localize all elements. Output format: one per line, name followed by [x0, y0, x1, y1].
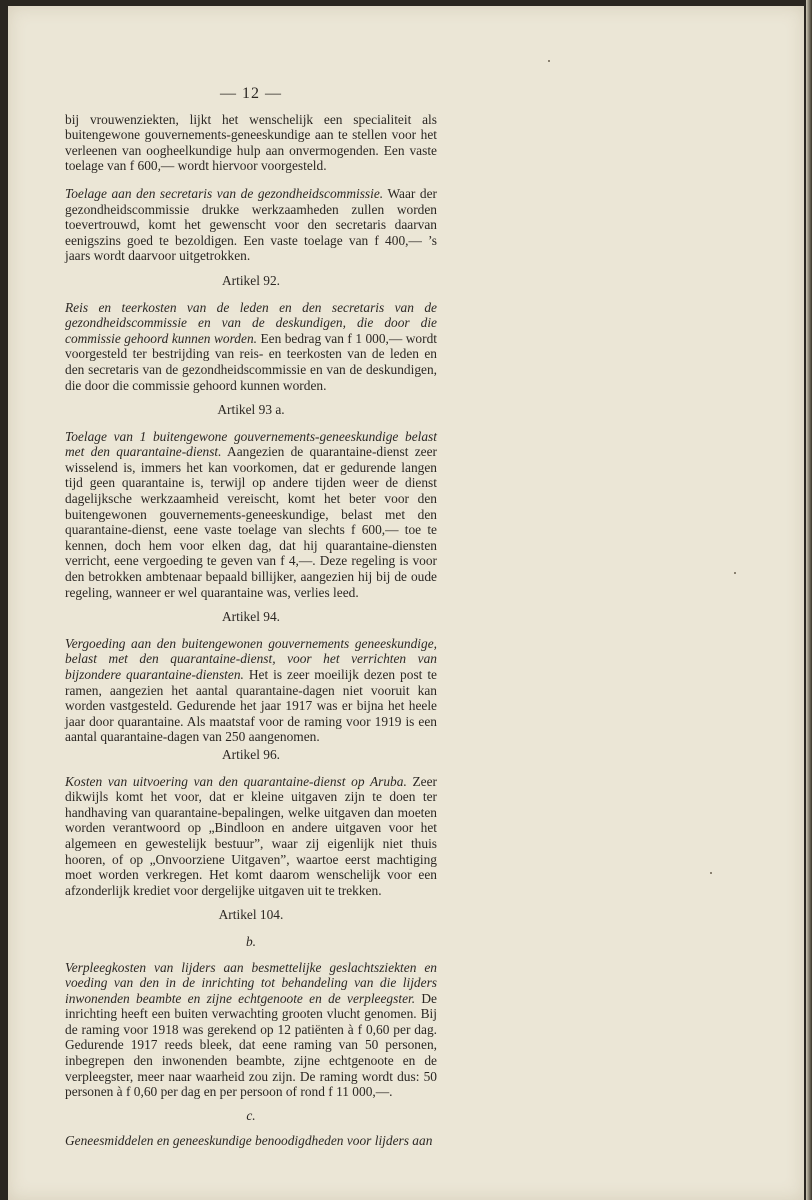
article-heading: Artikel 104. [218, 907, 284, 923]
paragraph [65, 1133, 437, 1149]
paragraph-text: Zeer dikwijls komt het voor, dat er kleine uitgaven zijn te doen ter handhaving van quarantaine-bepalingen, welke uitgaven dan moeten worden verantwoord op „Bindloon en andere uitgaven voor het algemeen en gewestelijk bestuur”, waar zij eigenlijk niet thuis hooren, of op „Onvoorziene Uitgaven”, waartoe eerst machtiging moet worden verkregen. Het komt daarom wenschelijk voor een afzonderlijk krediet voor dergelijke uitgaven uit te trekken. [65, 773, 437, 898]
article-heading: Artikel 92. [221, 272, 280, 288]
paragraph [65, 960, 437, 1100]
paragraph-title: Vergoeding aan den buitengewonen gouvernements geneeskundige, belast met den quarantaine-dienst, voor het verrichten van bijzondere quarantaine-diensten. [65, 635, 437, 682]
page-number: — 12 — [220, 85, 282, 102]
article-heading: Artikel 93 a. [217, 402, 285, 418]
paragraph [65, 300, 437, 394]
subsection-label: b. [245, 933, 257, 949]
paragraph-title: Kosten van uitvoering van den quarantaine-dienst op Aruba. [65, 773, 407, 789]
paragraph-title: Geneesmiddelen en geneeskundige benoodigdheden voor lijders aan [65, 1133, 433, 1149]
paragraph-title: Verpleegkosten van lijders aan besmettelijke geslachtsziekten en voeding van den in de inrichting tot behandeling van die lijders inwonenden beambte en zijne echtgenoote en de verpleegster. [65, 959, 437, 1006]
document-page [8, 6, 804, 1200]
paper-speck [734, 572, 736, 574]
paragraph-text: Een bedrag van f 1 000,— wordt voorgesteld ter bestrijding van reis- en teerkosten van de leden en den secretaris van de gezondheidscommissie en van de deskundigen, die door die commissie gehoord kunnen worden. [65, 330, 437, 393]
paragraph-text: Waar der gezondheidscommissie drukke werkzaamheden zullen worden toevertrouwd, komt het gewenscht voor den secretaris daarvan eenigszins goed te bezoldigen. Een vaste toelage van f 400,— ’s jaars wordt daarvoor uitgetrokken. [65, 185, 437, 264]
paragraph-title: Reis en teerkosten van de leden en den secretaris van de gezondheidscommissie en van de deskundigen, die door die commissie gehoord kunnen worden. [65, 299, 437, 346]
paragraph [65, 774, 437, 899]
paragraph-text: bij vrouwenziekten, lijkt het wenschelijk een specialiteit als buitengewone gouvernements-geneeskundige aan te stellen voor het verleenen van oogheelkundige hulp aan onvermogenden. Een vaste toelage van f 600,— wordt hiervoor voorgesteld. [65, 111, 437, 174]
subsection-label: c. [246, 1107, 256, 1123]
paper-speck [548, 60, 550, 62]
article-heading: Artikel 96. [221, 746, 280, 762]
page-edge-shadow [806, 0, 812, 1200]
paragraph-title: Toelage aan den secretaris van de gezondheidscommissie. [65, 185, 384, 201]
page-content [65, 86, 437, 1149]
paragraph-title: Toelage van 1 buitengewone gouvernements-geneeskundige belast met den quarantaine-dienst. [65, 428, 437, 460]
paragraph [65, 112, 437, 174]
paragraph [65, 429, 437, 601]
paragraph [65, 186, 437, 264]
article-heading: Artikel 94. [221, 609, 280, 625]
paragraph-text: De inrichting heeft een buiten verwachting grooten vlucht genomen. Bij de raming voor 1918 was gerekend op 12 patiënten à f 0,60 per dag. Gedurende 1917 reeds bleek, dat eene raming van 50 personen, inbegrepen den inwonenden beambte, zijne echtgenoote en de verpleegster, meer naar waarheid zou zijn. De raming wordt dus: 50 personen à f 0,60 per dag en per persoon of rond f 11 000,—. [65, 990, 438, 1100]
paper-speck [710, 872, 712, 874]
paragraph [65, 636, 437, 745]
paragraph-text: Aangezien de quarantaine-dienst zeer wisselend is, immers het kan voorkomen, dat er gedurende langen tijd geen quarantaine is, terwijl op andere tijden weer de dienst dagelijksche werkzaamheid vereischt, komt het beter voor den buitengewonen gouvernements-geneeskundige, belast met den quarantaine-dienst, eene vaste toelage van slechts f 600,— toe te kennen, doch hem voor elken dag, dat hij quarantaine-diensten verricht, eene vergoeding te geven van f 4,—. Deze regeling is voor den betrokken ambtenaar bepaald billijker, aangezien hij bij de oude regeling, wanneer er wel quarantaine was, verlies leed. [65, 444, 437, 600]
paragraph-text: Het is zeer moeilijk dezen post te ramen, aangezien het aantal quarantaine-dagen niet vooruit kan worden vastgesteld. Gedurende het jaar 1917 was er bijna het heele jaar door quarantaine. Als maatstaf voor de raming voor 1919 is een aantal quarantaine-dagen van 250 aangenomen. [65, 667, 437, 745]
